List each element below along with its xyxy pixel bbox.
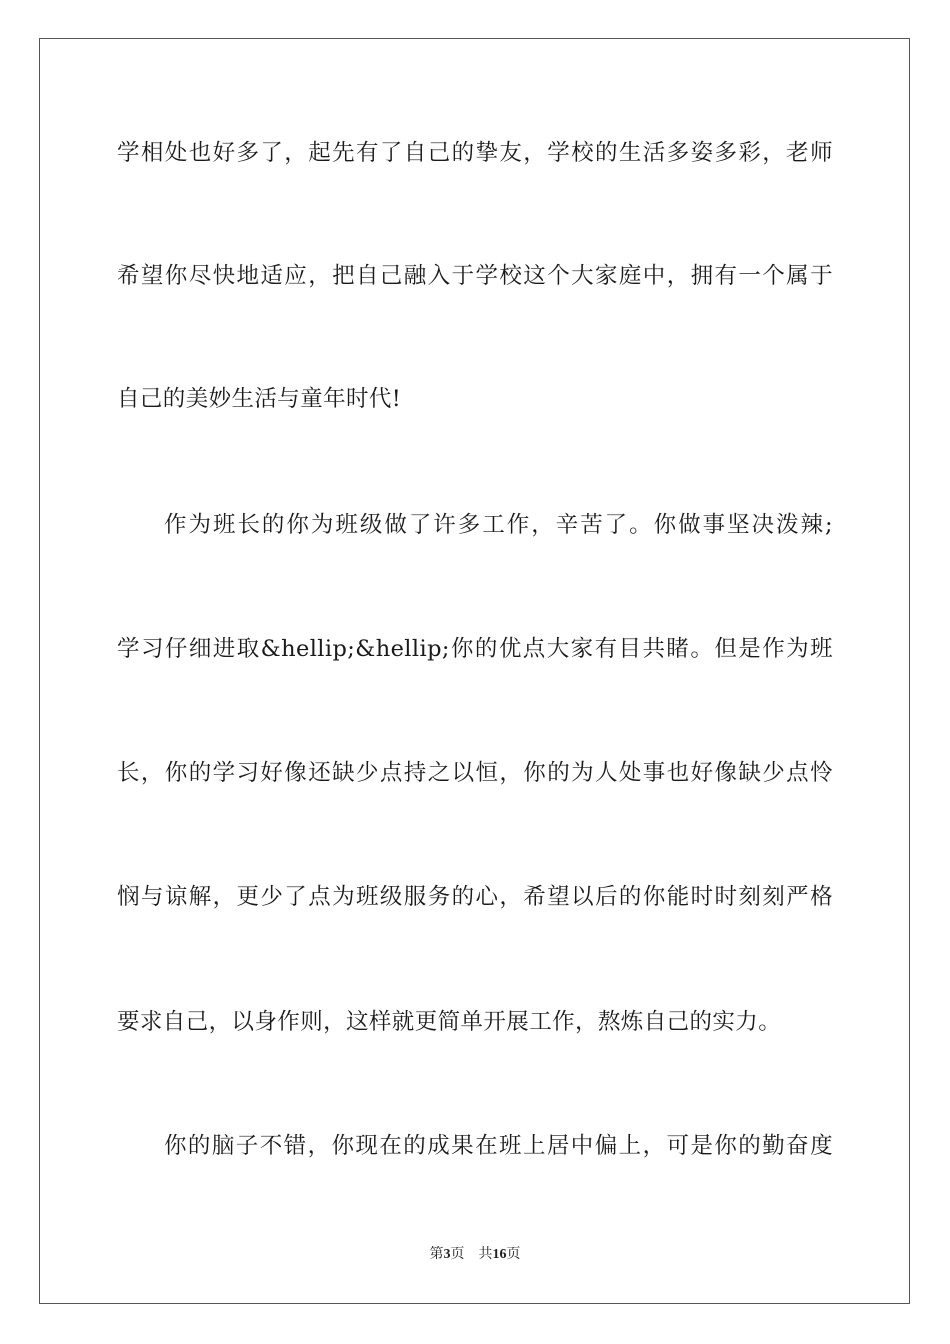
text-line-5: 学习仔细进取&hellip;&hellip;你的优点大家有目共睹。但是作为班 [117, 636, 833, 662]
total-pages: 16 [492, 1247, 507, 1262]
page-suffix: 页 [450, 1247, 465, 1262]
page-prefix: 第 [429, 1247, 444, 1262]
page-number: 3 [443, 1247, 451, 1262]
text-line-6: 长，你的学习好像还缺少点持之以恒，你的为人处事也好像缺少点怜 [117, 760, 833, 786]
page-border [39, 38, 910, 1304]
paragraph-2-line-1: 作为班长的你为班级做了许多工作，辛苦了。你做事坚决泼辣; [164, 512, 833, 538]
text-line-8: 要求自己，以身作则，这样就更简单开展工作，熬炼自己的实力。 [117, 1009, 782, 1035]
text-line-1: 学相处也好多了，起先有了自己的挚友，学校的生活多姿多彩，老师 [117, 140, 833, 166]
text-line-7: 悯与谅解，更少了点为班级服务的心，希望以后的你能时时刻刻严格 [117, 884, 833, 910]
text-line-2: 希望你尽快地适应，把自己融入于学校这个大家庭中，拥有一个属于 [117, 263, 833, 289]
text-line-3: 自己的美妙生活与童年时代! [117, 386, 402, 412]
total-prefix: 共 [478, 1247, 493, 1262]
page-footer [0, 1246, 950, 1264]
total-suffix: 页 [506, 1247, 521, 1262]
paragraph-3-line-1: 你的脑子不错，你现在的成果在班上居中偏上，可是你的勤奋度 [164, 1133, 833, 1159]
